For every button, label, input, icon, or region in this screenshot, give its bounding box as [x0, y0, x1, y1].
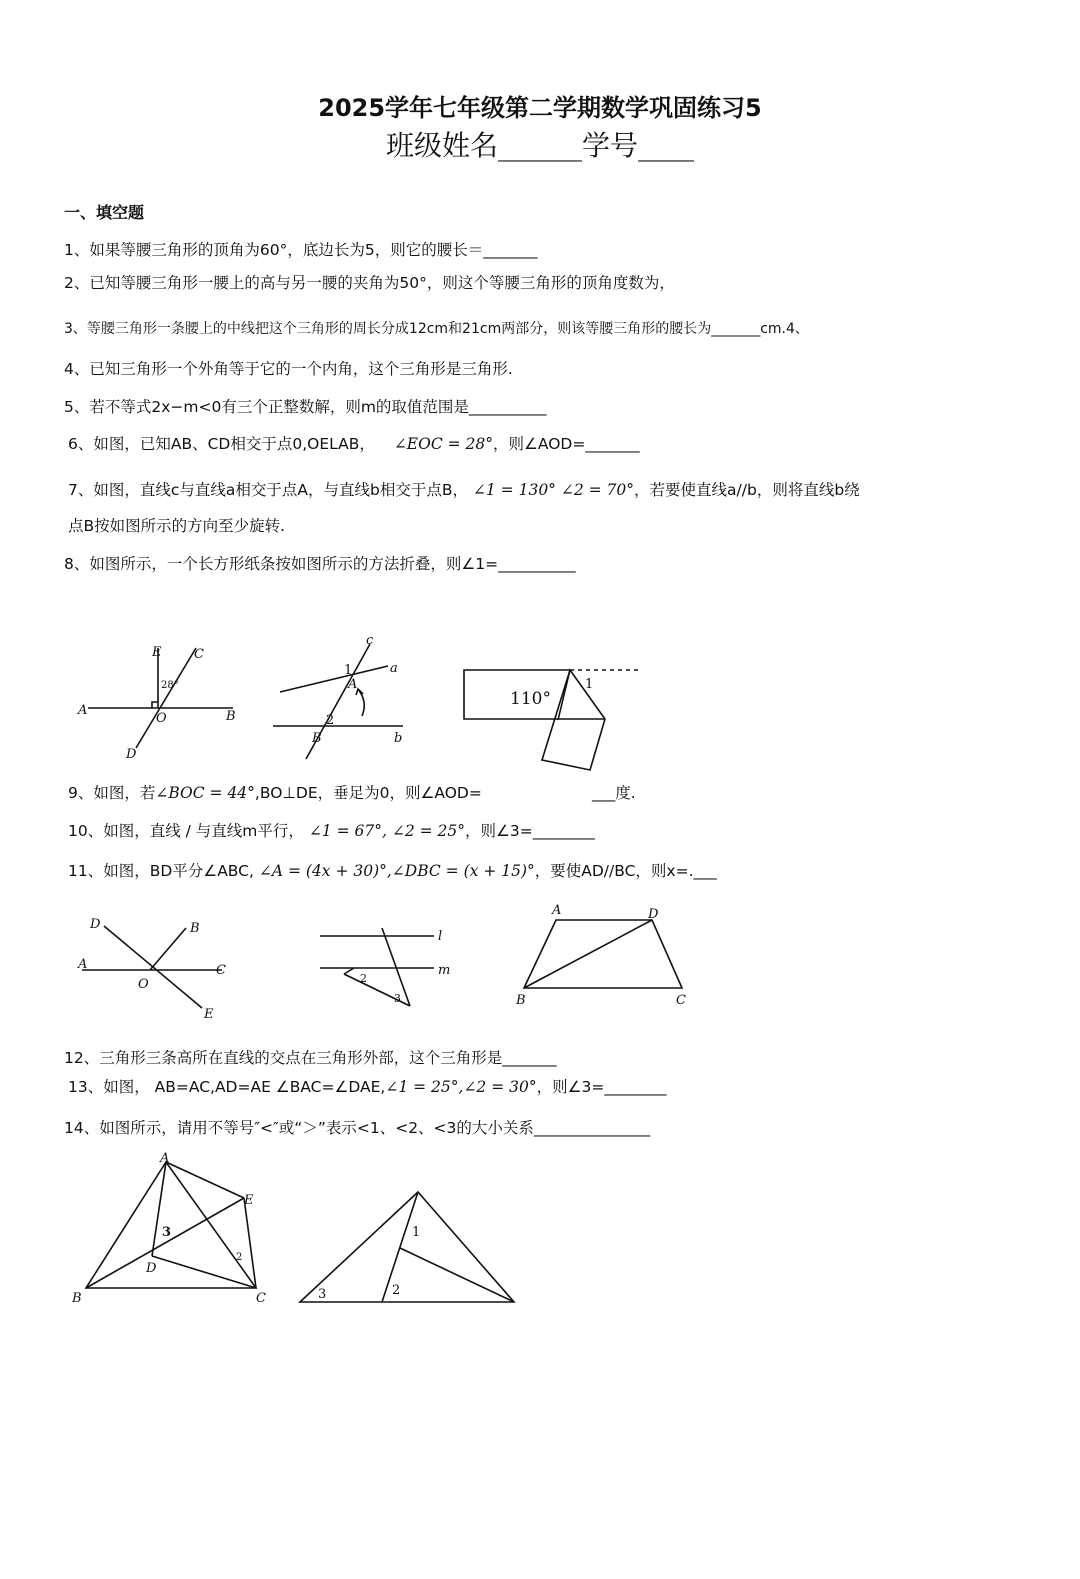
question-14: 14、如图所示，请用不等号″<″或“＞”表示<1、<2、<3的大小关系_______________ — [64, 1119, 651, 1137]
label-e: E — [152, 645, 162, 660]
question-7-text: 7、如图，直线c与直线a相交于点A，与直线b相交于点B， — [68, 481, 468, 499]
page-subtitle: 班级姓名______学号____ — [385, 129, 694, 162]
label-l: l — [438, 929, 443, 944]
question-10-text: 10、如图，直线 / 与直线m平行， — [68, 822, 304, 840]
label-angle-1: 1 — [412, 1225, 421, 1240]
label-a-line: a — [390, 661, 398, 676]
question-12: 12、三角形三条高所在直线的交点在三角形外部，这个三角形是_______ — [64, 1049, 557, 1067]
question-9 — [68, 781, 482, 803]
question-7-cont: 点B按如图所示的方向至少旋转. — [68, 517, 286, 535]
figure-q9 — [74, 912, 244, 1024]
fold-crease — [558, 670, 570, 720]
question-9-mid: ,BO⊥DE，垂足为0，则∠AOD= — [254, 784, 482, 802]
label-angle-2: 2 — [360, 972, 367, 985]
label-a-point: A — [348, 677, 358, 692]
outer-triangle — [300, 1192, 514, 1302]
right-angle-mark — [152, 702, 158, 708]
trapezoid-abcd — [524, 920, 682, 988]
ray-ob — [150, 928, 186, 970]
inner-line-2 — [400, 1248, 514, 1302]
label-a: A — [160, 1151, 170, 1166]
question-10 — [68, 819, 595, 841]
question-7-formula: ∠1 = 130° ∠2 = 70° — [472, 481, 635, 499]
figure-q10 — [316, 924, 456, 1012]
line-a — [280, 666, 388, 692]
label-d: D — [648, 907, 659, 922]
label-d: D — [126, 747, 137, 762]
question-11-formula: ∠A = (4x + 30)°,∠DBC = (x + 15)° — [258, 862, 535, 880]
label-d: D — [90, 917, 101, 932]
figure-q7 — [268, 634, 418, 764]
question-11-text: 11、如图，BD平分∠ABC, — [68, 862, 254, 880]
label-m: m — [438, 963, 451, 978]
label-angle-2: 2 — [392, 1283, 401, 1298]
question-10-tail: ，则∠3=________ — [465, 822, 595, 840]
label-c: C — [676, 993, 686, 1008]
question-1: 1、如果等腰三角形的顶角为60°，底边长为5，则它的腰长＝_______ — [64, 241, 538, 259]
question-5: 5、若不等式2x−m<0有三个正整数解，则m的取值范围是__________ — [64, 398, 547, 416]
question-6-formula: ∠EOC = 28° — [393, 435, 493, 453]
question-9-blank: ___度. — [592, 784, 636, 802]
diagonal-bd — [524, 920, 652, 988]
question-13-text: 13、如图， AB=AC,AD=AE ∠BAC=∠DAE, — [68, 1078, 386, 1096]
page-title: 2025学年七年级第二学期数学巩固练习5 — [318, 94, 762, 122]
figure-q14 — [296, 1186, 520, 1310]
label-c: C — [216, 963, 226, 978]
question-6-text: 6、如图，已知AB、CD相交于点0,OELAB， — [68, 435, 375, 453]
figure-q11 — [512, 902, 692, 1010]
label-a: A — [552, 903, 562, 918]
question-13-tail: ，则∠3=________ — [536, 1078, 667, 1096]
label-a: A — [78, 703, 88, 718]
label-angle-1: 1 — [344, 663, 353, 678]
label-angle-2: 2 — [326, 713, 335, 728]
segment-ad — [152, 1162, 166, 1256]
label-b-line: b — [394, 731, 403, 746]
question-7 — [68, 478, 860, 500]
label-angle-1: 1 — [585, 677, 594, 692]
figure-q13 — [70, 1150, 282, 1308]
question-4: 4、已知三角形一个外角等于它的一个内角，这个三角形是三角形. — [64, 360, 513, 378]
section-heading: 一、填空题 — [64, 203, 145, 222]
label-angle-3: 3 — [318, 1287, 327, 1302]
label-angle-3: 3 — [394, 992, 401, 1005]
question-11-tail: ，要使AD//BC，则x=.___ — [534, 862, 717, 880]
label-o: O — [138, 977, 149, 992]
label-d: D — [146, 1261, 157, 1276]
folded-strip — [542, 670, 605, 770]
figure-q6 — [78, 638, 248, 763]
label-b: B — [226, 709, 236, 724]
label-b: B — [72, 1291, 82, 1306]
label-c-line: c — [366, 633, 374, 648]
label-b: B — [190, 921, 200, 936]
label-110: 110° — [510, 689, 551, 709]
question-3: 3、等腰三角形一条腰上的中线把这个三角形的周长分成12cm和21cm两部分，则该等腰三角形的腰长为_______cm.4、 — [64, 321, 809, 337]
question-9-text: 9、如图，若 — [68, 784, 156, 802]
label-angle-3: 3 — [162, 1225, 172, 1240]
label-e: E — [244, 1193, 254, 1208]
segment-be — [86, 1198, 244, 1288]
question-6 — [68, 432, 640, 454]
label-b-point: B — [312, 731, 322, 746]
label-c: C — [256, 1291, 266, 1306]
triangle-join — [344, 968, 354, 974]
question-9-formula: ∠BOC = 44° — [155, 784, 255, 802]
question-2: 2、已知等腰三角形一腰上的高与另一腰的夹角为50°，则这个等腰三角形的顶角度数为， — [64, 274, 675, 292]
question-13 — [68, 1075, 666, 1097]
line-cd — [136, 648, 196, 748]
question-8: 8、如图所示，一个长方形纸条按如图所示的方法折叠，则∠1=__________ — [64, 555, 576, 573]
question-11 — [68, 859, 717, 881]
label-c: C — [194, 647, 204, 662]
label-a: A — [78, 957, 88, 972]
label-angle: 28° — [161, 680, 179, 691]
label-b: B — [516, 993, 526, 1008]
label-e: E — [204, 1007, 214, 1022]
figure-q8 — [460, 662, 645, 780]
question-7-tail: ，若要使直线a//b，则将直线b绕 — [634, 481, 860, 499]
question-13-formula: ∠1 = 25°,∠2 = 30° — [385, 1078, 537, 1096]
segment-ae — [166, 1162, 244, 1198]
question-10-formula: ∠1 = 67°, ∠2 = 25° — [308, 822, 466, 840]
question-6-tail: ，则∠AOD=_______ — [493, 435, 640, 453]
label-angle-2: 2 — [236, 1252, 243, 1263]
label-o: O — [156, 711, 167, 726]
